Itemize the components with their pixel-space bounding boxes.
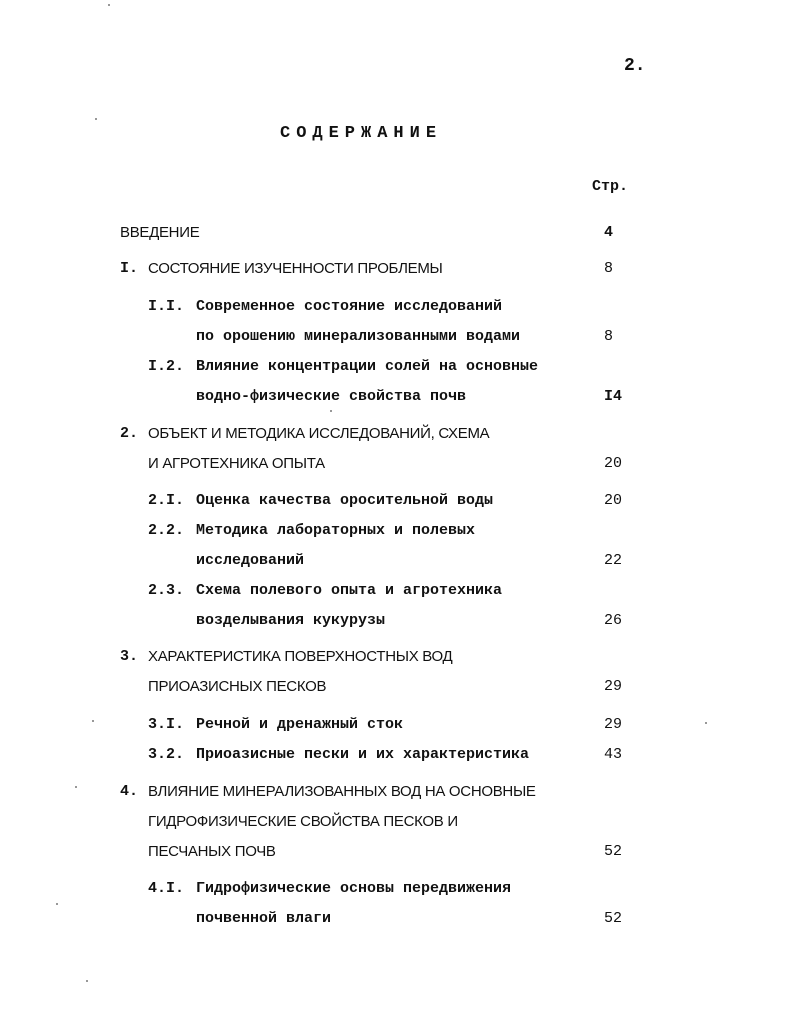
toc-entry-2-2-text-line1: Методика лабораторных и полевых — [196, 522, 476, 539]
toc-entry-4-text-line3: ПЕСЧАНЫХ ПОЧВ — [148, 843, 276, 860]
page-column-header: Стр. — [592, 178, 629, 195]
toc-entry-2-text-line2: И АГРОТЕХНИКА ОПЫТА — [148, 455, 325, 472]
toc-entry-2-2-number: 2.2. — [148, 522, 185, 539]
toc-entry-4-1-number: 4.I. — [148, 880, 185, 897]
toc-entry-1-number: I. — [120, 260, 139, 277]
toc-entry-3-2-number: 3.2. — [148, 746, 185, 763]
toc-entry-1-2-page: I4 — [604, 388, 623, 405]
toc-entry-3-text-line1: ХАРАКТЕРИСТИКА ПОВЕРХНОСТНЫХ ВОД — [148, 648, 453, 665]
toc-entry-4-1-page: 52 — [604, 910, 623, 927]
scan-speck — [92, 720, 94, 722]
toc-entry-2-3-text-line2: возделывания кукурузы — [196, 612, 386, 629]
scan-speck — [330, 410, 332, 412]
toc-entry-2-3-page: 26 — [604, 612, 623, 629]
toc-entry-2-number: 2. — [120, 425, 139, 442]
toc-entry-2-1-text: Оценка качества оросительной воды — [196, 492, 494, 509]
scan-speck — [86, 980, 88, 982]
toc-entry-2-page: 20 — [604, 455, 623, 472]
toc-entry-3-2-page: 43 — [604, 746, 623, 763]
scan-speck — [108, 4, 110, 6]
toc-entry-1-1-text-line2: по орошению минерализованными водами — [196, 328, 521, 345]
toc-entry-intro-page: 4 — [604, 224, 614, 241]
scan-speck — [75, 786, 77, 788]
toc-entry-3-page: 29 — [604, 678, 623, 695]
toc-entry-2-3-text-line1: Схема полевого опыта и агротехника — [196, 582, 503, 599]
toc-entry-3-1-text: Речной и дренажный сток — [196, 716, 404, 733]
toc-entry-4-text-line1: ВЛИЯНИЕ МИНЕРАЛИЗОВАННЫХ ВОД НА ОСНОВНЫЕ — [148, 783, 536, 800]
toc-entry-3-text-line2: ПРИОАЗИСНЫХ ПЕСКОВ — [148, 678, 327, 695]
toc-entry-intro-text: ВВЕДЕНИЕ — [120, 224, 200, 241]
toc-entry-4-number: 4. — [120, 783, 139, 800]
toc-entry-2-2-text-line2: исследований — [196, 552, 305, 569]
scan-speck — [705, 722, 707, 724]
scan-speck — [56, 903, 58, 905]
toc-entry-4-page: 52 — [604, 843, 623, 860]
toc-entry-3-2-text: Приоазисные пески и их характеристика — [196, 746, 530, 763]
toc-entry-1-1-page: 8 — [604, 328, 614, 345]
toc-entry-3-number: 3. — [120, 648, 139, 665]
toc-entry-1-2-number: I.2. — [148, 358, 185, 375]
toc-entry-1-text: СОСТОЯНИЕ ИЗУЧЕННОСТИ ПРОБЛЕМЫ — [148, 260, 443, 277]
page-number: 2. — [624, 56, 646, 76]
toc-entry-4-1-text-line1: Гидрофизические основы передвижения — [196, 880, 512, 897]
toc-entry-3-1-number: 3.I. — [148, 716, 185, 733]
toc-entry-2-text-line1: ОБЪЕКТ И МЕТОДИКА ИССЛЕДОВАНИЙ, СХЕМА — [148, 425, 490, 442]
page-title: СОДЕРЖАНИЕ — [280, 124, 443, 143]
toc-entry-3-1-page: 29 — [604, 716, 623, 733]
toc-entry-2-1-page: 20 — [604, 492, 623, 509]
toc-entry-4-1-text-line2: почвенной влаги — [196, 910, 332, 927]
toc-entry-2-1-number: 2.I. — [148, 492, 185, 509]
toc-entry-2-2-page: 22 — [604, 552, 623, 569]
toc-entry-2-3-number: 2.3. — [148, 582, 185, 599]
toc-entry-4-text-line2: ГИДРОФИЗИЧЕСКИЕ СВОЙСТВА ПЕСКОВ И — [148, 813, 458, 830]
toc-entry-1-1-number: I.I. — [148, 298, 185, 315]
toc-entry-1-1-text-line1: Современное состояние исследований — [196, 298, 503, 315]
toc-entry-1-2-text-line1: Влияние концентрации солей на основные — [196, 358, 539, 375]
scan-speck — [95, 118, 97, 120]
toc-entry-1-2-text-line2: водно-физические свойства почв — [196, 388, 467, 405]
toc-entry-1-page: 8 — [604, 260, 614, 277]
